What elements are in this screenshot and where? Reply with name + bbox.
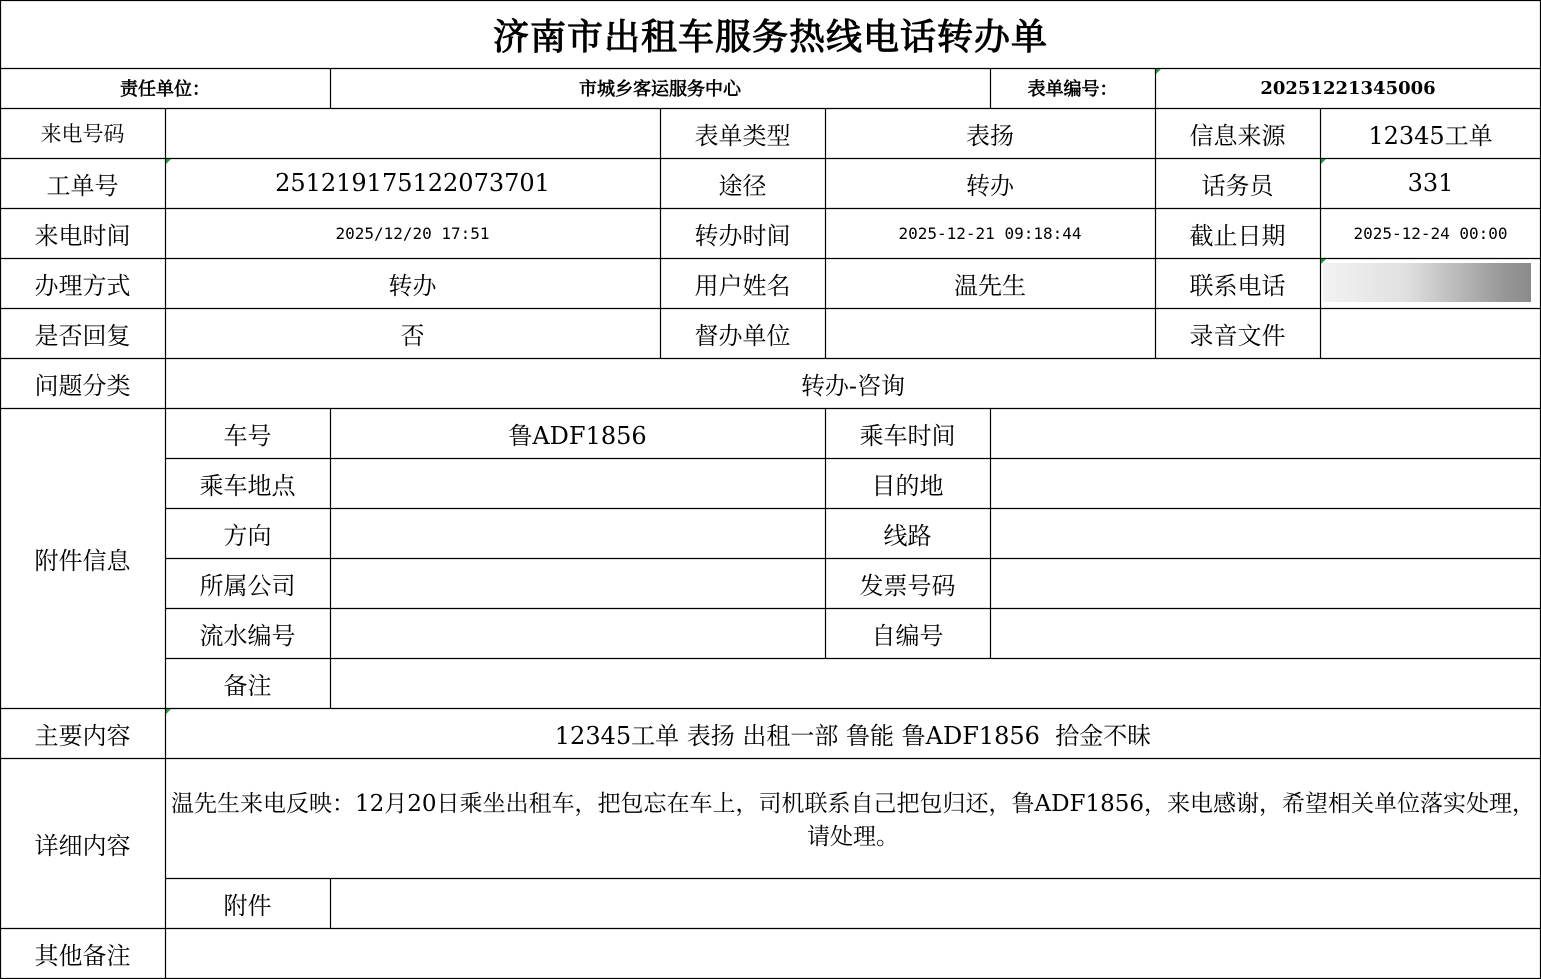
info-source-label: 信息来源 xyxy=(1189,121,1286,150)
channel-value: 转办 xyxy=(966,171,1014,200)
detail-content-value: 温先生来电反映：12月20日乘坐出租车，把包忘在车上，司机联系自己把包归还，鲁ADF1856，来电感谢，希望相关单位落实处理，请处理。 xyxy=(170,791,1536,850)
form-type-value: 表扬 xyxy=(966,121,1014,150)
user-name-value: 温先生 xyxy=(954,271,1026,300)
pickup-value xyxy=(330,458,825,508)
ride-time-label: 乘车时间 xyxy=(859,421,956,450)
form-number-label: 表单编号： xyxy=(1027,79,1118,100)
responsible-unit-label: 责任单位： xyxy=(120,79,210,100)
channel-label: 途径 xyxy=(718,171,767,200)
user-name-label: 用户姓名 xyxy=(694,271,791,300)
remark-label: 备注 xyxy=(223,671,272,700)
ticket-no-value: 251219175122073701 xyxy=(275,169,550,197)
form-type-label: 表单类型 xyxy=(694,121,791,150)
replied-label: 是否回复 xyxy=(34,321,131,350)
self-no-label: 自编号 xyxy=(871,621,944,650)
other-remarks-value xyxy=(165,928,1541,979)
destination-label: 目的地 xyxy=(871,471,944,500)
recording-label: 录音文件 xyxy=(1189,321,1286,350)
page-title: 济南市出租车服务热线电话转办单 xyxy=(492,15,1048,58)
deadline-label: 截止日期 xyxy=(1189,221,1286,250)
car-no-label: 车号 xyxy=(223,421,272,450)
attachment-label: 附件 xyxy=(223,891,272,920)
operator-label: 话务员 xyxy=(1201,171,1274,200)
caller-number-value xyxy=(165,108,660,158)
attachment-info-label: 附件信息 xyxy=(34,546,131,575)
other-remarks-label: 其他备注 xyxy=(34,942,131,970)
route-value xyxy=(990,508,1541,558)
replied-value: 否 xyxy=(400,321,425,350)
ride-time-value xyxy=(990,408,1541,458)
main-content-value: 12345工单 表扬 出租一部 鲁能 鲁ADF1856 拾金不昧 xyxy=(554,721,1152,750)
form-number-value: 20251221345006 xyxy=(1260,77,1436,99)
detail-content-label: 详细内容 xyxy=(34,831,131,860)
company-value xyxy=(330,558,825,608)
category-value: 转办-咨询 xyxy=(800,371,906,400)
invoice-label: 发票号码 xyxy=(859,571,956,600)
main-content-label: 主要内容 xyxy=(34,721,131,750)
call-time-label: 来电时间 xyxy=(34,221,131,250)
transfer-time-value: 2025-12-21 09:18:44 xyxy=(898,223,1082,243)
serial-value xyxy=(330,608,825,658)
direction-label: 方向 xyxy=(223,521,272,550)
supervisor-unit-label: 督办单位 xyxy=(694,321,791,350)
attachment-value xyxy=(330,878,1541,928)
pickup-label: 乘车地点 xyxy=(199,471,296,500)
remark-value xyxy=(330,658,1541,708)
handling-method-value: 转办 xyxy=(388,271,437,300)
ticket-no-label: 工单号 xyxy=(46,171,119,200)
company-label: 所属公司 xyxy=(199,571,296,600)
contact-phone-label: 联系电话 xyxy=(1189,271,1286,300)
self-no-value xyxy=(990,608,1541,658)
deadline-value: 2025-12-24 00:00 xyxy=(1353,223,1508,243)
category-label: 问题分类 xyxy=(34,371,131,400)
operator-value: 331 xyxy=(1407,169,1454,197)
supervisor-unit-value xyxy=(825,308,1155,358)
route-label: 线路 xyxy=(883,521,932,550)
handling-method-label: 办理方式 xyxy=(34,271,131,300)
call-time-value: 2025/12/20 17:51 xyxy=(335,223,490,243)
responsible-unit-value: 市城乡客运服务中心 xyxy=(579,79,741,100)
info-source-value: 12345工单 xyxy=(1368,121,1493,150)
invoice-value xyxy=(990,558,1541,608)
transfer-time-label: 转办时间 xyxy=(694,221,791,250)
direction-value xyxy=(330,508,825,558)
car-no-value: 鲁ADF1856 xyxy=(508,421,647,450)
caller-number-label: 来电号码 xyxy=(40,122,125,146)
contact-phone-redacted xyxy=(1323,263,1531,302)
destination-value xyxy=(990,458,1541,508)
serial-label: 流水编号 xyxy=(199,621,296,650)
recording-value xyxy=(1320,308,1541,358)
